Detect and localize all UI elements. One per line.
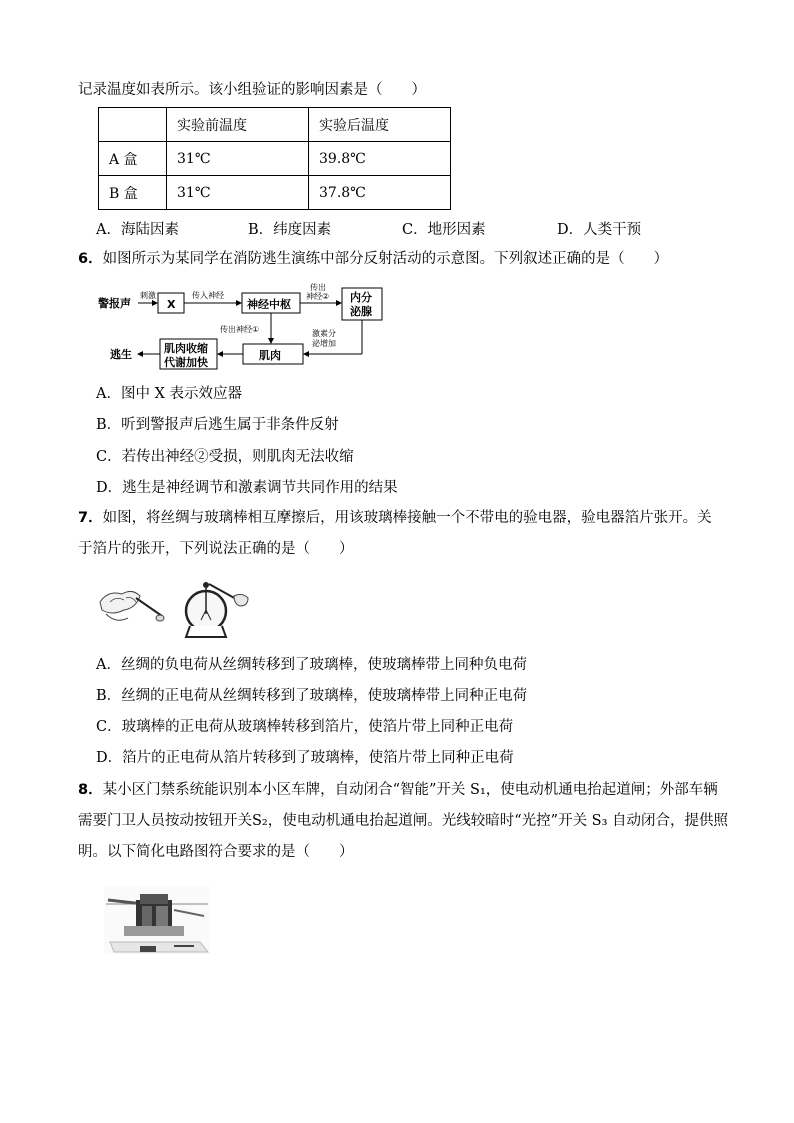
table-row (99, 176, 451, 210)
efferent1-label: 传出神经① (220, 325, 260, 334)
q6-text: 如图所示为某同学在消防逃生演练中部分反射活动的示意图。下列叙述正确的是（ ） (102, 251, 669, 267)
nerve-center-label: 神经中枢 (247, 298, 291, 311)
afferent-label: 传入神经 (192, 291, 224, 300)
gate-photo (104, 886, 210, 954)
q7-option-c[interactable]: C．玻璃棒的正电荷从玻璃棒转移到箔片，使箔片带上同种正电荷 (96, 719, 514, 735)
hormone-label-1: 激素分 (312, 329, 336, 338)
response-label-1: 肌肉收缩 (164, 342, 208, 355)
rubbing-hand-icon (100, 591, 140, 620)
hormone-label-2: 泌增加 (312, 339, 336, 348)
q5-options (96, 218, 776, 238)
q7-text: 如图，将丝绸与玻璃棒相互摩擦后，用该玻璃棒接触一个不带电的验电器，验电器箔片张开。关 (102, 510, 712, 526)
muscle-label: 肌肉 (259, 349, 281, 362)
q6-number: 6． (78, 251, 103, 267)
table-header-row (99, 108, 451, 142)
efferent2-label-1: 传出 (310, 283, 326, 292)
q7-option-a[interactable]: A．丝绸的负电荷从丝绸转移到了玻璃棒，使玻璃棒带上同种负电荷 (96, 657, 527, 673)
q6-stem (78, 249, 668, 269)
alarm-label: 警报声 (98, 297, 131, 310)
q5-stem-tail: 记录温度如表所示。该小组验证的影响因素是（ ） (78, 82, 426, 98)
table-cell: 39.8℃ (309, 142, 451, 176)
option-c[interactable]: C．地形因素 (402, 222, 486, 238)
table-row (99, 142, 451, 176)
efferent2-label-2: 神经② (306, 292, 330, 301)
q6-option-b[interactable]: B．听到警报声后逃生属于非条件反射 (96, 417, 339, 433)
table-cell: 31℃ (167, 142, 309, 176)
escape-label: 逃生 (110, 348, 132, 361)
table-cell: A 盒 (99, 142, 167, 176)
q7-option-b[interactable]: B．丝绸的正电荷从丝绸转移到了玻璃棒，使玻璃棒带上同种正电荷 (96, 688, 528, 704)
option-b[interactable]: B．纬度因素 (248, 222, 332, 238)
table-cell: 31℃ (167, 176, 309, 210)
x-label: X (167, 298, 176, 311)
gland-label-2: 泌腺 (350, 305, 372, 318)
electroscope-figure (96, 580, 256, 642)
table-cell: B 盒 (99, 176, 167, 210)
glass-rod-1 (136, 598, 162, 616)
table-header-cell: 实验前温度 (167, 108, 309, 142)
response-label-2: 代谢加快 (164, 356, 208, 369)
q6-option-d[interactable]: D．逃生是神经调节和激素调节共同作用的结果 (96, 480, 398, 496)
hand-2-icon (156, 615, 164, 621)
option-d[interactable]: D．人类干预 (557, 222, 642, 238)
q8-number: 8． (78, 782, 103, 798)
q8-line3: 明。以下简化电路图符合要求的是（ ） (78, 844, 354, 860)
stimulus-label: 刺激 (140, 291, 156, 300)
q7-number: 7． (78, 510, 103, 526)
q8-text-1: 某小区门禁系统能识别本小区车牌，自动闭合“智能”开关 S₁，使电动机通电抬起道闸；外部车辆 (102, 782, 718, 798)
q8-line2: 需要门卫人员按动按钮开关S₂，使电动机通电抬起道闸。光线较暗时“光控”开关 S₃ 自动闭合，提供照 (78, 813, 729, 829)
table-header-cell: 实验后温度 (309, 108, 451, 142)
q6-option-c[interactable]: C．若传出神经②受损，则肌肉无法收缩 (96, 449, 354, 465)
q7-stem-line1 (78, 508, 712, 528)
table-cell: 37.8℃ (309, 176, 451, 210)
temperature-table (98, 107, 451, 210)
q6-option-a[interactable]: A．图中 X 表示效应器 (96, 386, 243, 402)
table-header-cell (99, 108, 167, 142)
gland-label-1: 内分 (350, 291, 372, 304)
q8-line1 (78, 780, 718, 800)
q7-option-d[interactable]: D．箔片的正电荷从箔片转移到了玻璃棒，使箔片带上同种正电荷 (96, 750, 514, 766)
option-a[interactable]: A．海陆因素 (96, 222, 179, 238)
hand-icon (234, 594, 248, 606)
q7-stem-line2: 于箔片的张开，下列说法正确的是（ ） (78, 541, 354, 557)
reflex-diagram (96, 282, 386, 372)
